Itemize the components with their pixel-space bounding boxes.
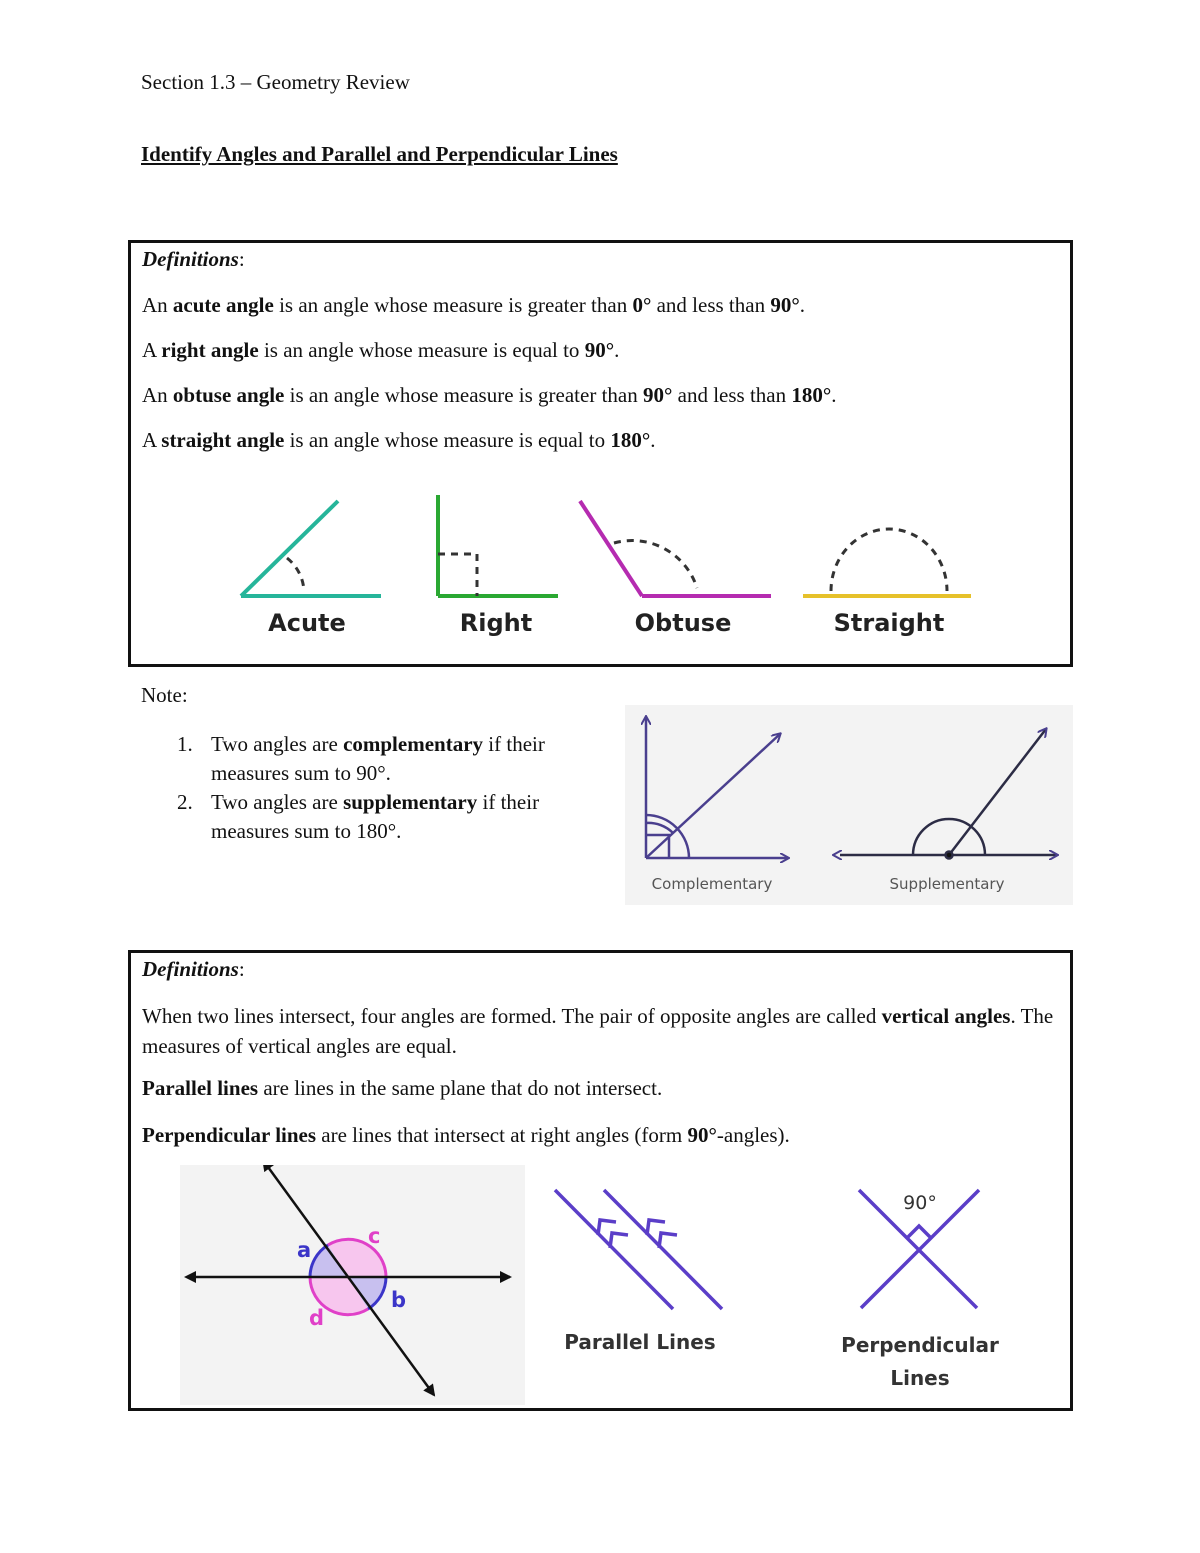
straight-label: Straight bbox=[833, 609, 945, 637]
parallel-caption: Parallel Lines bbox=[564, 1330, 716, 1354]
definitions-label: Definitions: bbox=[142, 247, 245, 271]
acute-label: Acute bbox=[268, 609, 346, 637]
lines-figure bbox=[180, 1165, 1030, 1405]
vertical-angles-definition: When two lines intersect, four angles are formed. The pair of opposite angles are called vertical angles. The measures of vertical angles are equal. bbox=[142, 1004, 1054, 1058]
angle-types-figure bbox=[209, 473, 989, 663]
page-title: Identify Angles and Parallel and Perpendicular Lines bbox=[141, 142, 618, 166]
obtuse-angle-drawing bbox=[580, 501, 771, 596]
line-definitions-box bbox=[128, 950, 1073, 1411]
straight-definition: A straight angle is an angle whose measure is equal to 180°. bbox=[142, 428, 656, 452]
angle-a-label: a bbox=[297, 1238, 312, 1262]
note-list bbox=[141, 730, 611, 846]
supplementary-label: Supplementary bbox=[889, 875, 1005, 893]
list-item: 1. Two angles are complementary if their measures sum to 90°. bbox=[177, 732, 545, 785]
obtuse-label: Obtuse bbox=[634, 609, 732, 637]
angle-definitions-box bbox=[128, 240, 1073, 667]
parallel-definition: Parallel lines are lines in the same plane that do not intersect. bbox=[142, 1076, 663, 1100]
straight-angle-drawing bbox=[803, 529, 971, 596]
list-item: 2. Two angles are supplementary if their measures sum to 180°. bbox=[177, 790, 540, 843]
section-heading: Section 1.3 – Geometry Review bbox=[141, 70, 410, 94]
acute-definition: An acute angle is an angle whose measure is greater than 0° and less than 90°. bbox=[142, 293, 805, 317]
right-angle-drawing bbox=[438, 495, 558, 596]
perpendicular-caption-line1: Perpendicular bbox=[841, 1333, 999, 1357]
right-definition: A right angle is an angle whose measure is equal to 90°. bbox=[142, 338, 620, 362]
note-label: Note: bbox=[141, 683, 188, 707]
acute-angle-drawing bbox=[241, 501, 381, 596]
complementary-label: Complementary bbox=[651, 875, 773, 893]
angle-d-label: d bbox=[309, 1306, 325, 1330]
right-label: Right bbox=[459, 609, 533, 637]
angle-b-label: b bbox=[391, 1288, 407, 1312]
definitions-label: Definitions: bbox=[142, 957, 245, 981]
complementary-supplementary-figure bbox=[625, 705, 1073, 905]
perpendicular-caption-line2: Lines bbox=[890, 1366, 950, 1390]
perpendicular-definition: Perpendicular lines are lines that intersect at right angles (form 90°-angles). bbox=[142, 1123, 790, 1147]
angle-c-label: c bbox=[368, 1224, 381, 1248]
perpendicular-angle-label: 90° bbox=[903, 1192, 937, 1214]
obtuse-definition: An obtuse angle is an angle whose measure is greater than 90° and less than 180°. bbox=[142, 383, 837, 407]
parallel-lines-drawing bbox=[555, 1190, 722, 1309]
